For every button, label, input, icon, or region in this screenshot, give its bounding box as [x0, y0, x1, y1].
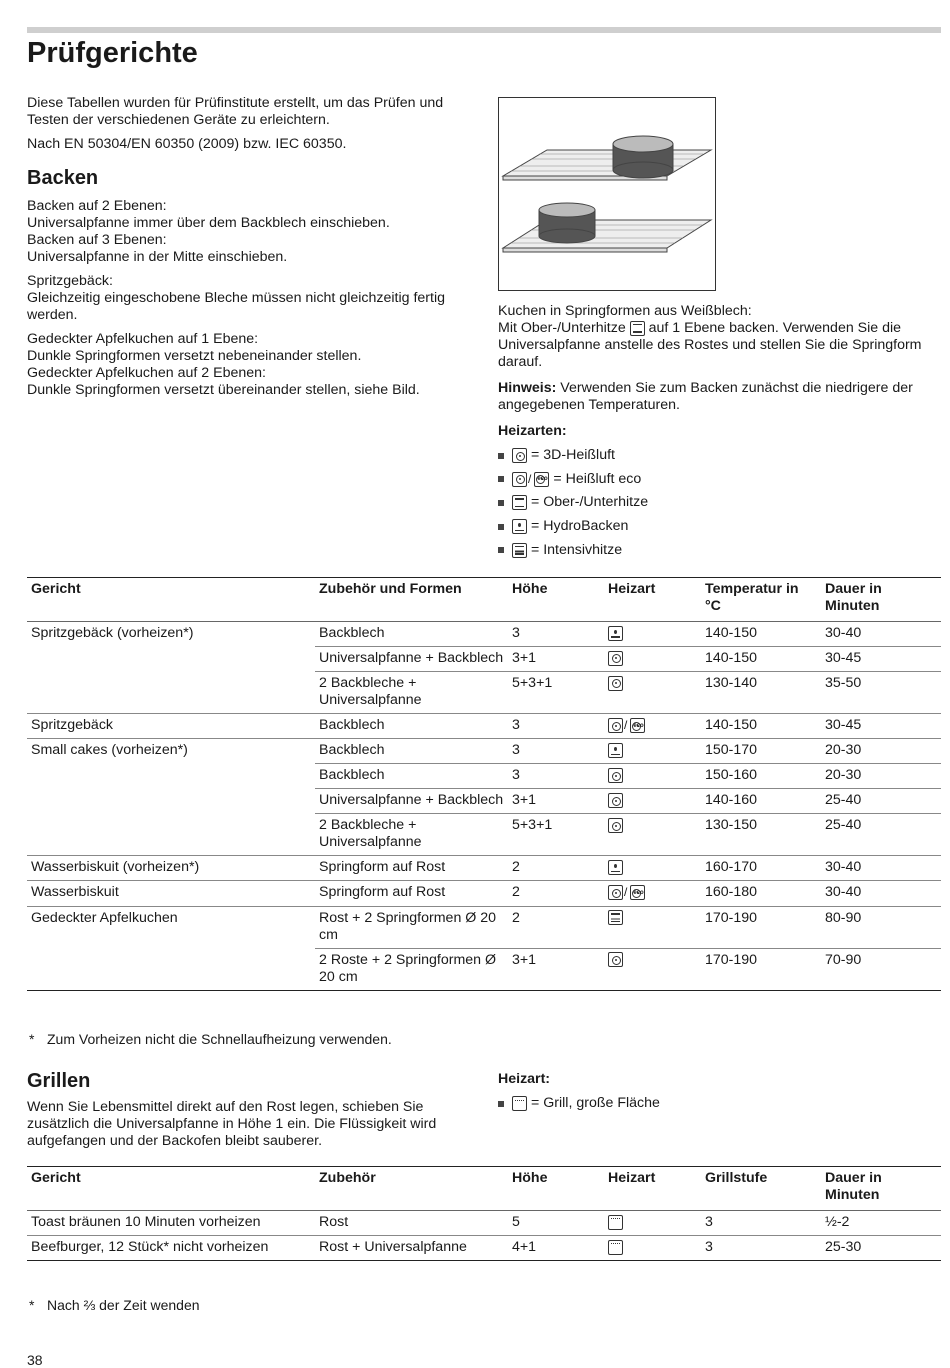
- table-cell-hoehe: 3: [508, 739, 604, 764]
- table-row: [27, 1211, 941, 1236]
- left-column: [27, 95, 467, 406]
- slash-separator: /: [624, 885, 628, 900]
- table-cell-zubehoer: Backblech: [315, 739, 508, 764]
- table-cell-dauer: ½-2: [821, 1211, 941, 1236]
- slash-separator: /: [624, 718, 628, 732]
- table-cell-stufe: 3: [701, 1236, 821, 1261]
- column-header: Gericht: [27, 1167, 315, 1211]
- fan-icon: [608, 952, 623, 967]
- table-cell-gericht: Gedeckter Apfelkuchen: [27, 906, 315, 948]
- table-cell-heizart: [604, 814, 701, 856]
- hydro-bake-icon: [608, 626, 623, 641]
- fan-icon: [608, 793, 623, 808]
- eco-icon: [630, 718, 645, 733]
- text-line: Gedeckter Apfelkuchen auf 1 Ebene:: [27, 331, 259, 347]
- text-line: Universalpfanne in der Mitte einschieben.: [27, 249, 288, 265]
- table-cell-gericht: Spritzgebäck: [27, 714, 315, 739]
- text-line: Mit Ober-/Unterhitze: [498, 320, 626, 336]
- column-header: Dauer in Minuten: [821, 578, 941, 622]
- bullet-icon: [498, 524, 504, 530]
- footnote-text: Nach ⅔ der Zeit wenden: [47, 1297, 200, 1313]
- backen-paragraph-2: [27, 273, 467, 324]
- heizart-label: = Ober-/Unterhitze: [531, 494, 649, 511]
- oven-racks-drawing: [499, 98, 715, 290]
- table-cell-hoehe: 3: [508, 714, 604, 739]
- text-line: Dunkle Springformen versetzt übereinander stellen, siehe Bild.: [27, 382, 420, 398]
- heizart-label: Heizart:: [498, 1071, 551, 1087]
- intro-paragraph-1: Diese Tabellen wurden für Prüfinstitute erstellt, um das Prüfen und Testen der verschiedenen Geräte zu erleichtern.: [27, 95, 444, 128]
- bullet-icon: [498, 500, 504, 506]
- bullet-icon: [498, 1101, 504, 1107]
- footnote-marker: *: [29, 1031, 35, 1047]
- hinweis-label: Hinweis:: [498, 380, 557, 396]
- table-cell-temp: 140-150: [701, 714, 821, 739]
- list-item: [498, 538, 942, 562]
- table-cell-gericht: Beefburger, 12 Stück* nicht vorheizen: [27, 1236, 315, 1261]
- table-cell-dauer: 25-40: [821, 789, 941, 814]
- table-cell-temp: 140-160: [701, 789, 821, 814]
- hot-air-icon: [608, 885, 623, 900]
- table-cell-gericht: Spritzgebäck (vorheizen*): [27, 622, 315, 647]
- hydro-bake-icon: [608, 743, 623, 758]
- footnote-text: Zum Vorheizen nicht die Schnellaufheizung verwenden.: [47, 1031, 392, 1047]
- grillen-heizart: [498, 1071, 938, 1115]
- table-header-row: [27, 1167, 941, 1211]
- column-header: Heizart: [604, 1167, 701, 1211]
- table-cell-hoehe: 2: [508, 881, 604, 906]
- list-item: [498, 515, 942, 539]
- backen-footnote: [29, 1031, 392, 1048]
- table-cell-heizart: [604, 739, 701, 764]
- list-item: [498, 444, 942, 468]
- text-line: Kuchen in Springformen aus Weißblech:: [498, 303, 752, 319]
- table-row: [27, 789, 941, 814]
- backen-paragraph-3: [27, 331, 467, 399]
- top-bottom-heat-icon: [512, 495, 527, 510]
- backen-table-body: [27, 622, 941, 991]
- table-row: [27, 881, 941, 906]
- table-cell-dauer: 25-30: [821, 1236, 941, 1261]
- text-line: auf 1 Ebene backen. Verwenden Sie die Universalpfanne anstelle des Rostes und stellen Sie die Springform darauf.: [498, 320, 922, 370]
- heizart-label: = HydroBacken: [531, 518, 629, 535]
- table-cell-dauer: 30-45: [821, 647, 941, 672]
- column-header: Höhe: [508, 1167, 604, 1211]
- table-cell-zubehoer: Springform auf Rost: [315, 856, 508, 881]
- table-row: [27, 764, 941, 789]
- grillen-table-body: [27, 1211, 941, 1261]
- table-cell-temp: 170-190: [701, 948, 821, 990]
- table-cell-hoehe: 5+3+1: [508, 814, 604, 856]
- list-item: [498, 491, 942, 515]
- page-number: 38: [27, 1352, 43, 1368]
- table-cell-temp: 130-150: [701, 814, 821, 856]
- table-cell-dauer: 35-50: [821, 672, 941, 714]
- springform-illustration: [498, 97, 716, 291]
- table-cell-hoehe: 3+1: [508, 948, 604, 990]
- table-cell-temp: 160-170: [701, 856, 821, 881]
- table-cell-heizart: [604, 672, 701, 714]
- column-header: Gericht: [27, 578, 315, 622]
- table-cell-zubehoer: Springform auf Rost: [315, 881, 508, 906]
- table-cell-hoehe: 3+1: [508, 647, 604, 672]
- table-cell-zubehoer: Rost + Universalpfanne: [315, 1236, 508, 1261]
- table-cell-dauer: 30-45: [821, 714, 941, 739]
- heizarten-label: Heizarten:: [498, 423, 567, 439]
- table-cell-gericht: [27, 672, 315, 714]
- column-header: Grillstufe: [701, 1167, 821, 1211]
- table-cell-gericht: Small cakes (vorheizen*): [27, 739, 315, 764]
- table-cell-heizart: [604, 714, 701, 739]
- table-cell-zubehoer: Backblech: [315, 714, 508, 739]
- hydro-bake-icon: [512, 519, 527, 534]
- grillen-section: [27, 1069, 467, 1150]
- table-cell-zubehoer: Backblech: [315, 764, 508, 789]
- table-cell-heizart: [604, 881, 701, 906]
- list-item: [498, 468, 942, 492]
- table-cell-heizart: [604, 948, 701, 990]
- table-row: [27, 948, 941, 990]
- table-cell-stufe: 3: [701, 1211, 821, 1236]
- hot-air-icon: [512, 472, 527, 487]
- grillen-footnote: [29, 1297, 200, 1314]
- column-header: Höhe: [508, 578, 604, 622]
- table-cell-gericht: [27, 647, 315, 672]
- hot-air-icon: [608, 718, 623, 733]
- grillen-table: [27, 1166, 941, 1261]
- table-cell-zubehoer: Rost + 2 Springformen Ø 20 cm: [315, 906, 508, 948]
- heizarten-list: [498, 444, 942, 562]
- table-row: [27, 906, 941, 948]
- table-cell-heizart: [604, 906, 701, 948]
- table-cell-zubehoer: Universalpfanne + Backblech: [315, 789, 508, 814]
- table-cell-gericht: Toast bräunen 10 Minuten vorheizen: [27, 1211, 315, 1236]
- table-cell-temp: 160-180: [701, 881, 821, 906]
- table-cell-zubehoer: Universalpfanne + Backblech: [315, 647, 508, 672]
- page-title: Prüfgerichte: [27, 37, 198, 69]
- table-cell-zubehoer: Backblech: [315, 622, 508, 647]
- bullet-icon: [498, 453, 504, 459]
- table-cell-hoehe: 3+1: [508, 789, 604, 814]
- table-row: [27, 739, 941, 764]
- table-cell-heizart: [604, 1211, 701, 1236]
- table-cell-dauer: 80-90: [821, 906, 941, 948]
- text-line: Backen auf 3 Ebenen:: [27, 232, 167, 248]
- hinweis-paragraph: [498, 380, 942, 414]
- table-cell-heizart: [604, 789, 701, 814]
- table-cell-heizart: [604, 622, 701, 647]
- intensive-heat-icon: [512, 543, 527, 558]
- heizart-label: = Heißluft eco: [553, 470, 642, 487]
- table-cell-gericht: [27, 764, 315, 789]
- table-row: [27, 856, 941, 881]
- heizart-label: = Grill, große Fläche: [531, 1095, 660, 1111]
- bullet-icon: [498, 547, 504, 553]
- table-cell-hoehe: 5: [508, 1211, 604, 1236]
- table-cell-gericht: [27, 948, 315, 990]
- table-cell-gericht: Wasserbiskuit (vorheizen*): [27, 856, 315, 881]
- right-column: [498, 303, 942, 562]
- table-cell-temp: 130-140: [701, 672, 821, 714]
- table-cell-heizart: [604, 764, 701, 789]
- table-cell-gericht: [27, 789, 315, 814]
- top-rule: [27, 27, 941, 33]
- table-cell-dauer: 30-40: [821, 622, 941, 647]
- table-cell-gericht: Wasserbiskuit: [27, 881, 315, 906]
- table-cell-temp: 140-150: [701, 647, 821, 672]
- table-cell-dauer: 30-40: [821, 881, 941, 906]
- table-cell-heizart: [604, 647, 701, 672]
- table-row: [27, 672, 941, 714]
- bullet-icon: [498, 476, 504, 482]
- list-item: [498, 1092, 938, 1115]
- slash-separator: /: [528, 471, 532, 486]
- table-row: [27, 1236, 941, 1261]
- table-cell-dauer: 30-40: [821, 856, 941, 881]
- table-cell-zubehoer: 2 Backbleche + Universalpfanne: [315, 672, 508, 714]
- table-row: [27, 622, 941, 647]
- table-cell-hoehe: 5+3+1: [508, 672, 604, 714]
- eco-icon: [534, 472, 549, 487]
- table-cell-gericht: [27, 814, 315, 856]
- table-cell-hoehe: 2: [508, 856, 604, 881]
- table-cell-dauer: 25-40: [821, 814, 941, 856]
- backen-paragraph-1: [27, 198, 467, 266]
- table-cell-heizart: [604, 856, 701, 881]
- fan-icon: [608, 676, 623, 691]
- footnote-marker: *: [29, 1297, 35, 1313]
- table-cell-temp: 170-190: [701, 906, 821, 948]
- table-cell-heizart: [604, 1236, 701, 1261]
- table-cell-temp: 150-170: [701, 739, 821, 764]
- table-header-row: [27, 578, 941, 622]
- table-row: [27, 647, 941, 672]
- text-line: Gleichzeitig eingeschobene Bleche müssen nicht gleichzeitig fertig werden.: [27, 290, 445, 323]
- table-cell-dauer: 20-30: [821, 764, 941, 789]
- table-cell-temp: 150-160: [701, 764, 821, 789]
- table-cell-hoehe: 4+1: [508, 1236, 604, 1261]
- top-bottom-heat-icon: [630, 321, 645, 336]
- table-cell-temp: 140-150: [701, 622, 821, 647]
- grill-icon: [608, 1240, 623, 1255]
- grill-icon: [512, 1096, 527, 1111]
- intensive-heat-icon: [608, 910, 623, 925]
- fan-icon: [608, 818, 623, 833]
- hinweis-text: Verwenden Sie zum Backen zunächst die niedrigere der angegebenen Temperaturen.: [498, 380, 913, 413]
- table-cell-hoehe: 3: [508, 764, 604, 789]
- backen-table: [27, 577, 941, 991]
- table-cell-zubehoer: 2 Roste + 2 Springformen Ø 20 cm: [315, 948, 508, 990]
- intro-paragraph-2: Nach EN 50304/EN 60350 (2009) bzw. IEC 60350.: [27, 136, 347, 152]
- heizart-label: = 3D-Heißluft: [531, 447, 615, 464]
- table-cell-hoehe: 3: [508, 622, 604, 647]
- table-row: [27, 714, 941, 739]
- springform-text: [498, 303, 942, 371]
- fan-icon: [512, 448, 527, 463]
- table-cell-hoehe: 2: [508, 906, 604, 948]
- text-line: Gedeckter Apfelkuchen auf 2 Ebenen:: [27, 365, 266, 381]
- fan-icon: [608, 768, 623, 783]
- section-heading-grillen: Grillen: [27, 1070, 91, 1092]
- text-line: Spritzgebäck:: [27, 273, 113, 289]
- heizart-label: = Intensivhitze: [531, 541, 623, 558]
- column-header: Heizart: [604, 578, 701, 622]
- column-header: Dauer in Minuten: [821, 1167, 941, 1211]
- table-cell-dauer: 20-30: [821, 739, 941, 764]
- table-cell-dauer: 70-90: [821, 948, 941, 990]
- eco-icon: [630, 885, 645, 900]
- text-line: Universalpfanne immer über dem Backblech einschieben.: [27, 215, 390, 231]
- hydro-bake-icon: [608, 860, 623, 875]
- text-line: Dunkle Springformen versetzt nebeneinander stellen.: [27, 348, 362, 364]
- column-header: Zubehör und Formen: [315, 578, 508, 622]
- fan-icon: [608, 651, 623, 666]
- table-cell-zubehoer: 2 Backbleche + Universalpfanne: [315, 814, 508, 856]
- table-row: [27, 814, 941, 856]
- column-header: Temperatur in °C: [701, 578, 821, 622]
- grillen-text: Wenn Sie Lebensmittel direkt auf den Rost legen, schieben Sie zusätzlich die Universalpfanne in Höhe 1 ein. Die Flüssigkeit wird aufgefangen und der Backofen bleibt sauberer.: [27, 1099, 437, 1149]
- section-heading-backen: Backen: [27, 167, 99, 189]
- text-line: Backen auf 2 Ebenen:: [27, 198, 167, 214]
- grill-icon: [608, 1215, 623, 1230]
- column-header: Zubehör: [315, 1167, 508, 1211]
- table-cell-zubehoer: Rost: [315, 1211, 508, 1236]
- grill-heizart-list: [498, 1092, 938, 1115]
